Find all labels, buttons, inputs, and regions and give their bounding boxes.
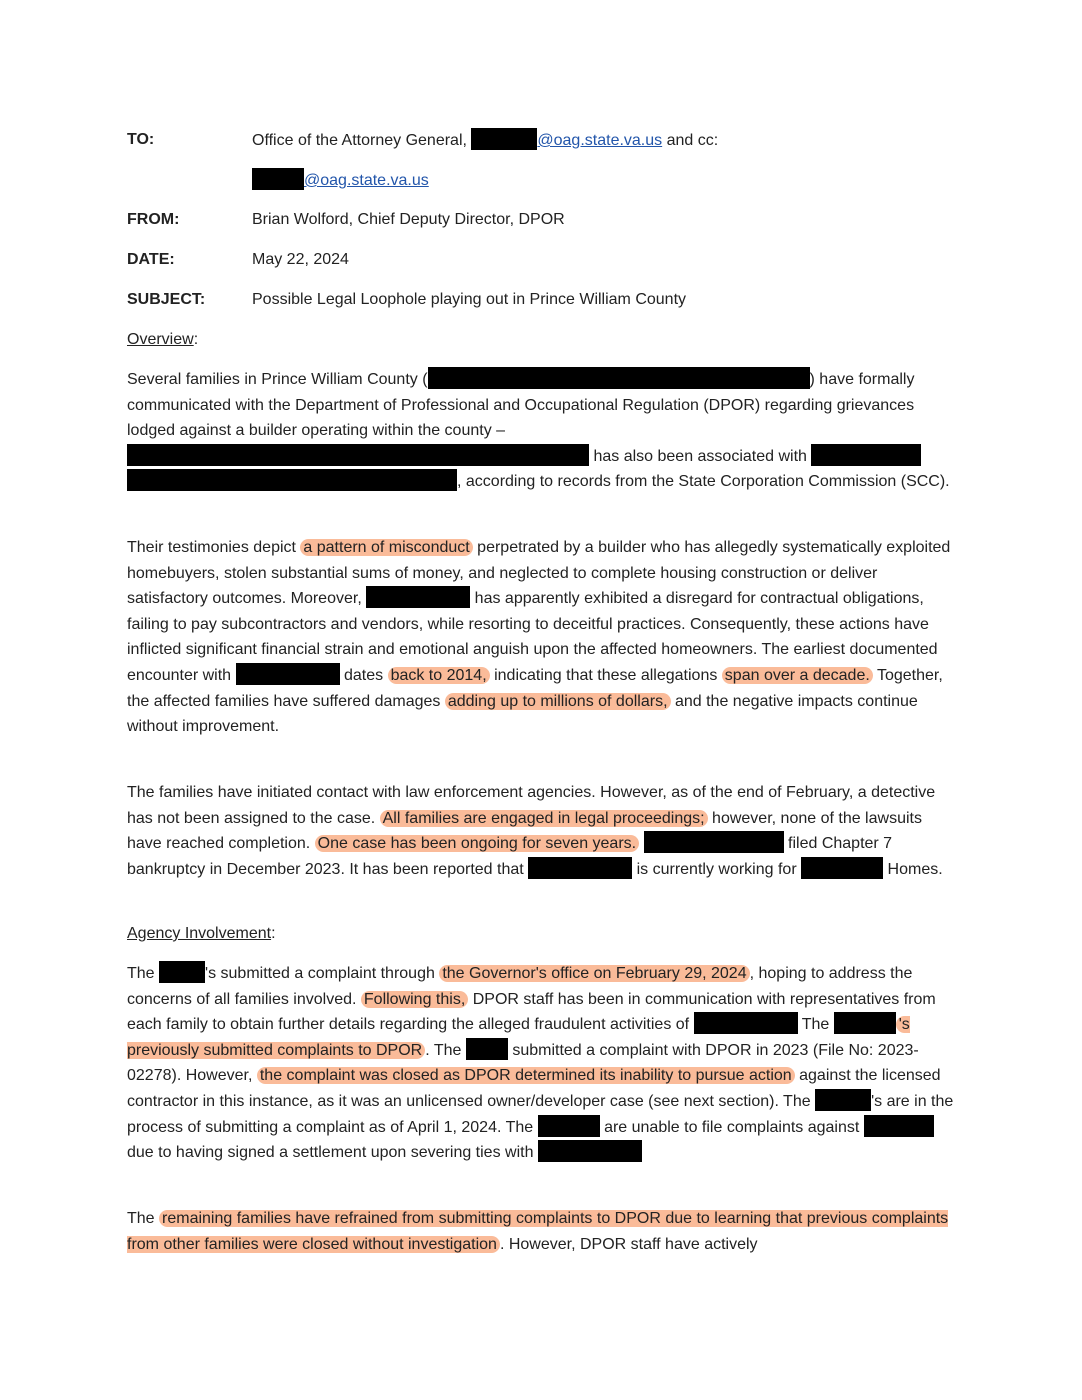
memo-subject-row [127,288,962,312]
to-value: Office of the Attorney General, @oag.state.va.us and cc: [252,128,718,153]
redaction-bar [801,857,883,879]
redaction-bar [127,469,457,491]
redaction-bar [864,1115,934,1137]
highlight: remaining families have refrained from submitting complaints to DPOR due to learning that previous complaints from other families were closed without investigation [127,1210,949,1253]
redaction-bar [428,367,810,389]
redaction-bar [127,444,589,466]
redaction-bar [644,831,784,853]
subject-value: Possible Legal Loophole playing out in Prince William County [252,291,687,308]
overview-paragraph-3: The families have initiated contact with law enforcement agencies. However, as of the end of February, a detective has not been assigned to the case. All families are engaged in legal proceedings; however, none of the lawsuits have reached completion. One case has been ongoing for seven years. filed Chapter 7 bankruptcy in December 2023. It has been reported that is currently working for Homes. [127,784,943,878]
agency-paragraph-2: The remaining families have refrained from submitting complaints to DPOR due to learning that previous complaints from other families were closed without investigation . However, DPOR staff have actively [127,1210,949,1253]
highlight: the Governor's office on February 29, 2024 [439,965,749,982]
highlight: All families are engaged in legal proceedings; [380,810,708,827]
redaction-bar [538,1140,642,1162]
from-label: FROM: [127,211,180,228]
redaction-bar [252,168,304,190]
highlight: a pattern of misconduct [300,539,472,556]
redaction-bar [236,663,340,685]
overview-paragraph-2: Their testimonies depict a pattern of misconduct perpetrated by a builder who has allegedly systematically exploited homebuyers, stolen substantial sums of money, and neglected to complete housing construction or deliver satisfactory outcomes. Moreover, has apparently exhibited a disregard for contractual obligations, failing to pay subcontractors and vendors, while resorting to deceitful practices. Consequently, these actions have inflicted significant financial strain and emotional anguish upon the affected homeowners. The earliest documented encounter with dates back to 2014, indicating that these allegations span over a decade. Together, the affected families have suffered damages adding up to millions of dollars, and the negative impacts continue without improvement. [127,539,951,736]
redaction-bar [538,1115,600,1137]
redaction-bar [834,1012,896,1034]
highlight: 's previously submitted complaints to DPOR [127,1016,910,1059]
from-value: Brian Wolford, Chief Deputy Director, DPOR [252,211,565,228]
cc-email-link[interactable]: @oag.state.va.us [304,172,429,189]
highlight: span over a decade. [722,667,873,684]
memo-from-row [127,208,962,232]
agency-heading: Agency Involvement: [127,925,276,942]
redaction-bar [466,1038,508,1060]
overview-heading: Overview: [127,331,199,348]
email-link[interactable]: @oag.state.va.us [537,132,663,149]
highlight: the complaint was closed as DPOR determined its inability to pursue action [257,1067,795,1084]
redaction-bar [366,586,470,608]
highlight: back to 2014, [388,667,490,684]
memo-cc-row [127,168,962,192]
redaction-bar [811,444,921,466]
date-value: May 22, 2024 [252,251,349,268]
subject-label: SUBJECT: [127,291,206,308]
highlight: adding up to millions of dollars, [445,693,671,710]
highlight: One case has been ongoing for seven years. [315,835,639,852]
date-label: DATE: [127,251,175,268]
redaction-bar [815,1089,871,1111]
highlight: Following this, [361,991,468,1008]
redaction-bar [471,128,537,150]
redaction-bar [159,961,205,983]
memo-date-row [127,248,962,272]
redaction-bar [528,857,632,879]
memo-to-row [127,128,962,152]
redaction-bar [694,1012,798,1034]
overview-paragraph-1: Several families in Prince William County ( ) have formally communicated with the Department of Professional and Occupational Regulation (DPOR) regarding grievances lodged against a builder operating within the county – has also been associated with , according to records from the State Corporation Commission (SCC). [127,367,955,495]
agency-paragraph-1: The 's submitted a complaint through the Governor's office on February 29, 2024 , hoping to address the concerns of all families involved. Following this, DPOR staff has been in communication with representatives from each family to obtain further details regarding the alleged fraudulent activities of The 's previously submitted complaints to DPOR . The submitted a complaint with DPOR in 2023 (File No: 2023-02278). However, the complaint was closed as DPOR determined its inability to pursue action against the licensed contractor in this instance, as it was an unlicensed owner/developer case (see next section). The 's are in the process of submitting a complaint as of April 1, 2024. The are unable to file complaints against due to having signed a settlement upon severing ties with [127,961,955,1166]
to-label: TO: [127,131,155,148]
